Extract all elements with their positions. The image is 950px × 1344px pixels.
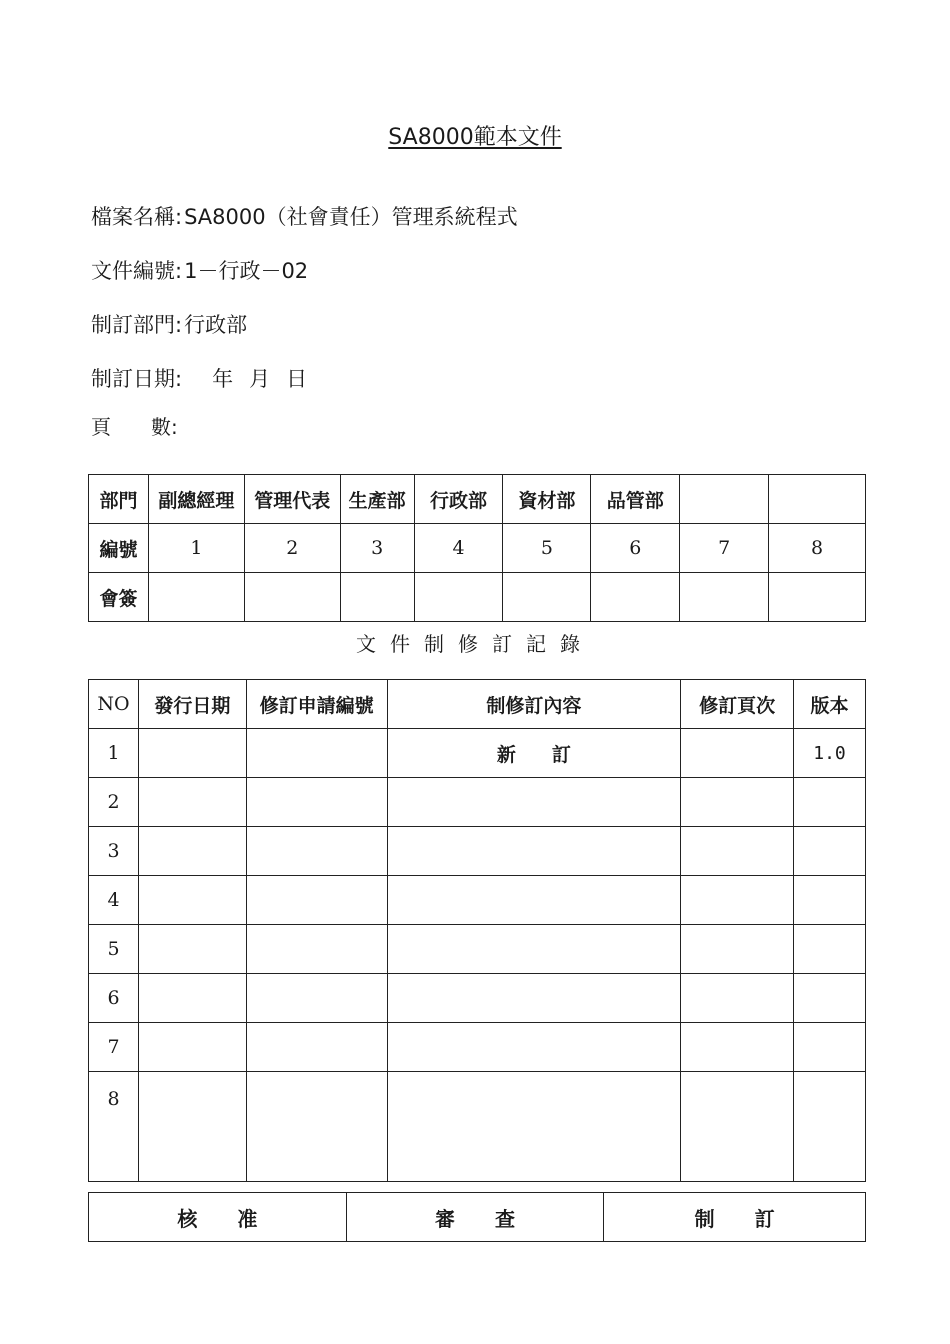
- dept-cell: 管理代表: [244, 475, 340, 524]
- date-day: 日: [286, 367, 308, 391]
- approval-row: [89, 1193, 866, 1242]
- department-line: [91, 311, 247, 339]
- number-cell: 5: [503, 524, 591, 573]
- row-no: 7: [89, 1023, 139, 1072]
- date-label: 制訂日期:: [91, 367, 183, 391]
- header-no: NO: [89, 680, 139, 729]
- row-pages[interactable]: [681, 876, 794, 925]
- approve-cell[interactable]: 核准: [89, 1193, 347, 1242]
- dept-cell: 資材部: [503, 475, 591, 524]
- row-version[interactable]: [794, 827, 866, 876]
- row-version[interactable]: [794, 778, 866, 827]
- row-content[interactable]: [387, 1023, 681, 1072]
- countersign-cell[interactable]: [503, 573, 591, 622]
- row-content[interactable]: [387, 778, 681, 827]
- row-date[interactable]: [138, 778, 246, 827]
- row-no: 4: [89, 876, 139, 925]
- countersign-cell[interactable]: [591, 573, 680, 622]
- file-name-value: SA8000（社會責任）管理系統程式: [184, 205, 518, 229]
- row-request[interactable]: [246, 1072, 387, 1182]
- countersign-cell[interactable]: [680, 573, 769, 622]
- number-cell: 1: [148, 524, 244, 573]
- file-name-label: 檔案名稱:: [91, 205, 183, 229]
- row-no: 2: [89, 778, 139, 827]
- pages-label: 頁 數:: [91, 415, 178, 439]
- row-date[interactable]: [138, 1023, 246, 1072]
- row-request[interactable]: [246, 876, 387, 925]
- row-version[interactable]: [794, 974, 866, 1023]
- row-no: 5: [89, 925, 139, 974]
- number-cell: 6: [591, 524, 680, 573]
- row-pages[interactable]: [681, 778, 794, 827]
- row-header-countersign: 會簽: [89, 573, 149, 622]
- row-pages[interactable]: [681, 974, 794, 1023]
- table-row: [89, 876, 866, 925]
- row-date[interactable]: [138, 1072, 246, 1182]
- row-pages[interactable]: [681, 1072, 794, 1182]
- number-cell: 4: [414, 524, 503, 573]
- doc-number-label: 文件編號:: [91, 259, 183, 283]
- date-line: [91, 365, 307, 393]
- dept-cell: 品管部: [591, 475, 680, 524]
- sign-off-table: [88, 474, 866, 622]
- countersign-cell[interactable]: [340, 573, 414, 622]
- row-pages[interactable]: [681, 1023, 794, 1072]
- row-version[interactable]: [794, 876, 866, 925]
- number-cell: 3: [340, 524, 414, 573]
- document-title: [0, 120, 950, 151]
- approval-table: [88, 1192, 866, 1242]
- row-date[interactable]: [138, 925, 246, 974]
- file-name-line: [91, 203, 518, 231]
- pages-line: [91, 413, 178, 441]
- header-revised-pages: 修訂頁次: [681, 680, 794, 729]
- row-content[interactable]: [387, 1072, 681, 1182]
- review-cell[interactable]: 審查: [346, 1193, 604, 1242]
- row-header-number: 編號: [89, 524, 149, 573]
- table-row: [89, 1023, 866, 1072]
- row-request[interactable]: [246, 778, 387, 827]
- countersign-cell[interactable]: [244, 573, 340, 622]
- countersign-cell[interactable]: [414, 573, 503, 622]
- table-row: [89, 729, 866, 778]
- doc-number-line: [91, 257, 308, 285]
- number-cell: 7: [680, 524, 769, 573]
- table-row: [89, 778, 866, 827]
- doc-number-value: 1－行政－02: [184, 259, 309, 283]
- row-date[interactable]: [138, 729, 246, 778]
- row-content[interactable]: [387, 925, 681, 974]
- row-pages[interactable]: [681, 729, 794, 778]
- row-request[interactable]: [246, 974, 387, 1023]
- table-row: [89, 974, 866, 1023]
- header-issue-date: 發行日期: [138, 680, 246, 729]
- row-request[interactable]: [246, 925, 387, 974]
- dept-cell[interactable]: [680, 475, 769, 524]
- department-label: 制訂部門:: [91, 313, 183, 337]
- table-row: [89, 1072, 866, 1182]
- row-content[interactable]: 新訂: [387, 729, 681, 778]
- header-content: 制修訂內容: [387, 680, 681, 729]
- row-version[interactable]: 1.0: [794, 729, 866, 778]
- department-row: [89, 475, 866, 524]
- row-content[interactable]: [387, 876, 681, 925]
- countersign-cell[interactable]: [769, 573, 866, 622]
- revision-header-row: [89, 680, 866, 729]
- row-version[interactable]: [794, 1023, 866, 1072]
- row-request[interactable]: [246, 1023, 387, 1072]
- row-date[interactable]: [138, 827, 246, 876]
- row-header-department: 部門: [89, 475, 149, 524]
- row-content[interactable]: [387, 827, 681, 876]
- row-no: 8: [89, 1072, 139, 1182]
- row-request[interactable]: [246, 729, 387, 778]
- row-version[interactable]: [794, 925, 866, 974]
- row-no: 3: [89, 827, 139, 876]
- row-date[interactable]: [138, 876, 246, 925]
- countersign-cell[interactable]: [148, 573, 244, 622]
- row-content[interactable]: [387, 974, 681, 1023]
- row-pages[interactable]: [681, 827, 794, 876]
- date-month: 月: [249, 367, 271, 391]
- document-title-text: SA8000範本文件: [388, 125, 562, 150]
- number-row: [89, 524, 866, 573]
- row-no: 1: [89, 729, 139, 778]
- row-pages[interactable]: [681, 925, 794, 974]
- revision-record-caption: 文件制修訂記錄: [356, 632, 594, 656]
- number-cell: 2: [244, 524, 340, 573]
- header-version: 版本: [794, 680, 866, 729]
- date-year: 年: [212, 367, 234, 391]
- number-cell: 8: [769, 524, 866, 573]
- row-request[interactable]: [246, 827, 387, 876]
- table-row: [89, 925, 866, 974]
- table-row: [89, 827, 866, 876]
- dept-cell: 生產部: [340, 475, 414, 524]
- dept-cell: 副總經理: [148, 475, 244, 524]
- row-no: 6: [89, 974, 139, 1023]
- dept-cell: 行政部: [414, 475, 503, 524]
- dept-cell[interactable]: [769, 475, 866, 524]
- revision-table: [88, 679, 866, 1182]
- prepare-cell[interactable]: 制訂: [604, 1193, 866, 1242]
- header-request-no: 修訂申請編號: [246, 680, 387, 729]
- countersign-row: [89, 573, 866, 622]
- department-value: 行政部: [184, 313, 248, 337]
- row-version[interactable]: [794, 1072, 866, 1182]
- row-date[interactable]: [138, 974, 246, 1023]
